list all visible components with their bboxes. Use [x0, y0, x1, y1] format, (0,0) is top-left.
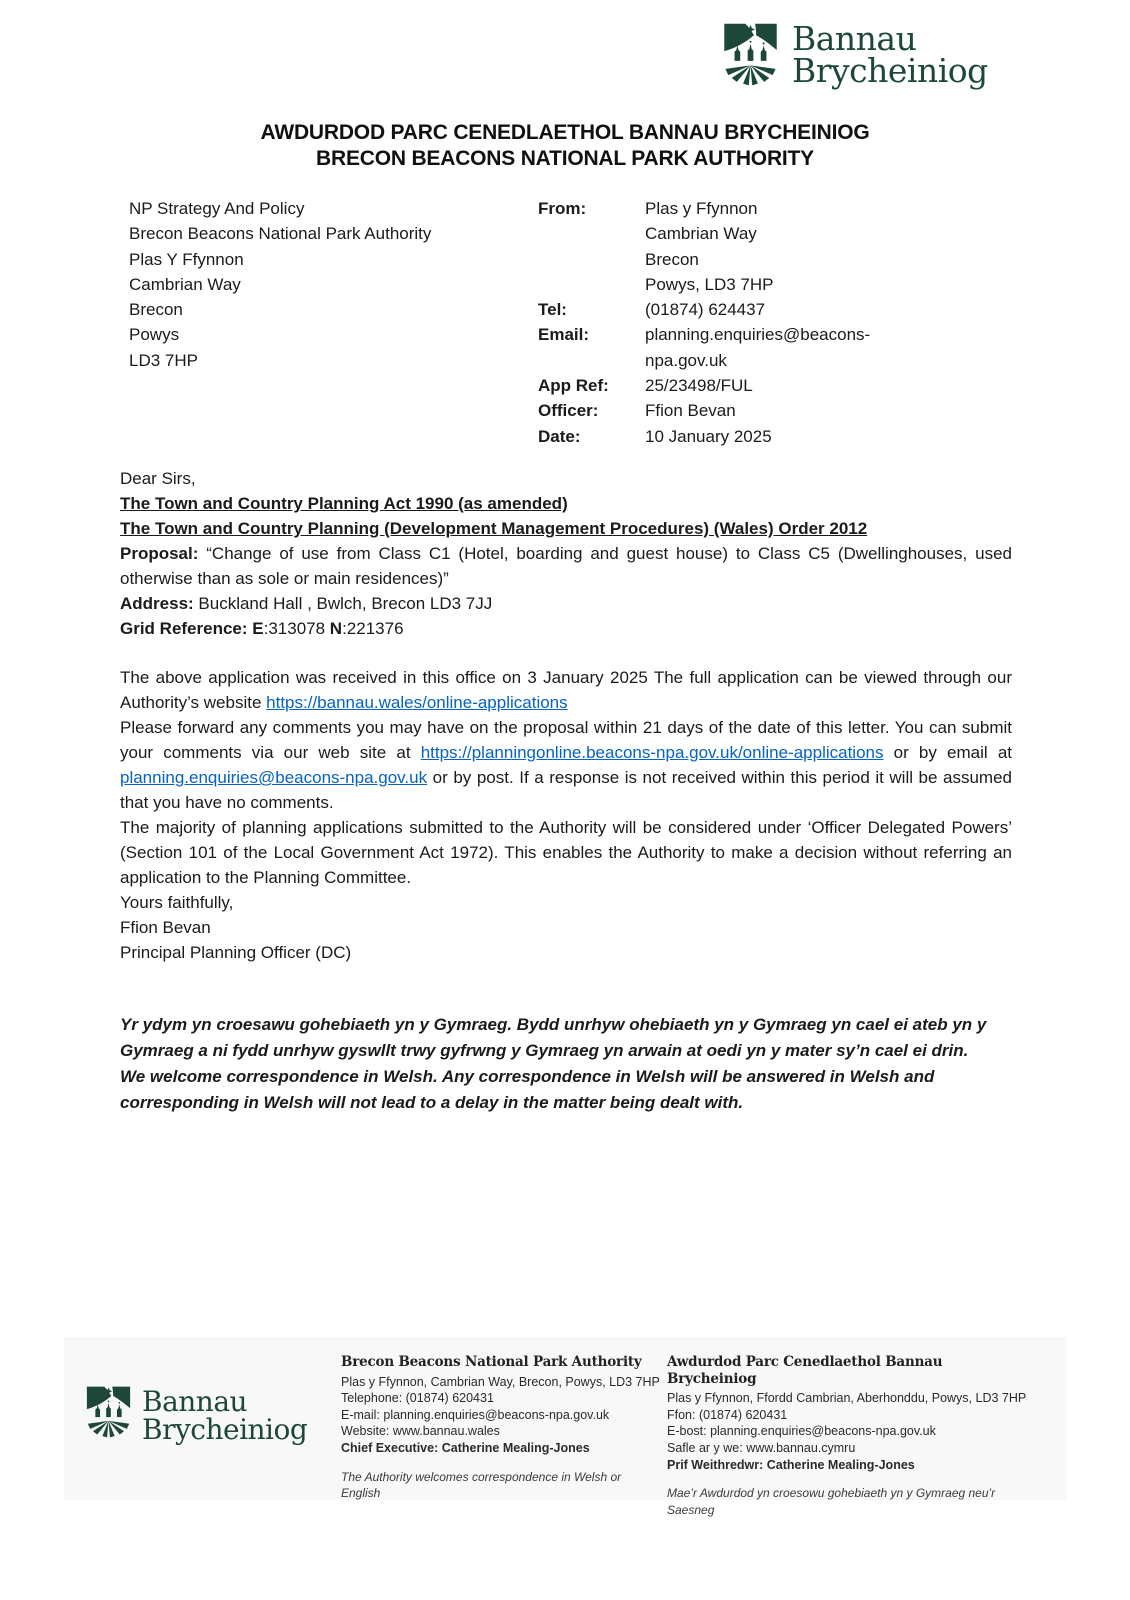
footer-logo-wordmark-line2: Brycheiniog [142, 1413, 308, 1446]
meta-label: From: [538, 199, 587, 218]
recipient-line: Powys [129, 325, 180, 345]
footer-logo-wordmark [142, 1385, 308, 1446]
meta-value: 25/23498/FUL [645, 376, 753, 396]
planning-online-link[interactable]: https://planningonline.beacons-npa.gov.uk/online-applications [420, 743, 884, 762]
logo-wordmark-line1: Bannau [792, 19, 917, 58]
bannau-brycheiniog-logo-icon [722, 22, 779, 86]
footer-welsh-email: E-bost: planning.enquiries@beacons-npa.gov.uk [667, 1424, 936, 1439]
footer-logo [85, 1385, 307, 1444]
signature-block [120, 915, 1012, 965]
online-applications-link[interactable]: https://bannau.wales/online-applications [266, 693, 568, 712]
paragraph-text: Please forward any comments you may have on the proposal within 21 days of the date of this letter. You can submit your comments via our web site at [120, 718, 1012, 762]
footer-welsh-chief-executive: Prif Weithredwr: Catherine Mealing-Jones [667, 1457, 915, 1472]
grid-northing-label: N [329, 619, 343, 638]
address-label: Address: [120, 594, 194, 613]
footer-welsh-website: Safle ar y we: www.bannau.cymru [667, 1440, 856, 1455]
grid-reference-label: Grid Reference: [120, 619, 253, 638]
letterhead-title-english: BRECON BEACONS NATIONAL PARK AUTHORITY [316, 147, 814, 170]
meta-value: Plas y Ffynnon [645, 199, 758, 218]
closing: Yours faithfully, [120, 893, 234, 912]
meta-value: Cambrian Way [645, 224, 757, 244]
footer-english-address: Plas y Ffynnon, Cambrian Way, Brecon, Powys, LD3 7HP [341, 1374, 660, 1389]
footer-english-title: Brecon Beacons National Park Authority [341, 1354, 642, 1370]
paragraph-text: The above application was received in this office on 3 January 2025 The full application can be viewed through our Authority’s website [120, 668, 1012, 712]
grid-reference-line [120, 616, 1012, 641]
language-notice [120, 1012, 1012, 1116]
proposal-text: “Change of use from Class C1 (Hotel, boarding and guest house) to Class C5 (Dwellinghouses, used otherwise than as sole or main residences)” [120, 544, 1012, 588]
recipient-line: NP Strategy And Policy [129, 199, 305, 218]
english-notice: We welcome correspondence in Welsh. Any correspondence in Welsh will be answered in Welsh and corresponding in Welsh will not lead to a delay in the matter being dealt with. [120, 1067, 935, 1112]
subject-block [120, 491, 1012, 641]
address-text: Buckland Hall , Bwlch, Brecon LD3 7JJ [193, 594, 493, 613]
footer-english-website: Website: www.bannau.wales [341, 1424, 500, 1439]
meta-label: Officer: [538, 401, 599, 421]
subject-line-2: The Town and Country Planning (Development Management Procedures) (Wales) Order 2012 [120, 519, 868, 538]
signature-title: Principal Planning Officer (DC) [120, 943, 352, 962]
paragraph-delegated-powers: The majority of planning applications submitted to the Authority will be considered under ‘Officer Delegated Powers’ (Section 101 of the Local Government Act 1972). This enables the Authority to make a decision without referring an application to the Planning Committee. [120, 818, 1012, 887]
recipient-line: Cambrian Way [129, 274, 241, 294]
meta-value: Brecon [645, 249, 699, 269]
recipient-line: Brecon [129, 300, 183, 320]
meta-label: App Ref: [538, 376, 609, 396]
recipient-line: LD3 7HP [129, 350, 198, 370]
letterhead-title-welsh: AWDURDOD PARC CENEDLAETHOL BANNAU BRYCHEINIOG [260, 121, 870, 144]
proposal-label: Proposal: [120, 544, 199, 563]
footer-welsh-note: Mae’r Awdurdod yn croesowu gohebiaeth yn y Gymraeg neu’r Saesneg [667, 1486, 996, 1517]
paragraph-text: or by email at [883, 743, 1012, 762]
footer-english-email: E-mail: planning.enquiries@beacons-npa.gov.uk [341, 1407, 610, 1422]
logo-wordmark [792, 19, 988, 90]
logo-wordmark-line2: Brycheiniog [792, 51, 988, 90]
paragraph-comments [120, 715, 1012, 815]
planning-email-link[interactable]: planning.enquiries@beacons-npa.gov.uk [120, 768, 428, 787]
recipient-line: Plas Y Ffynnon [129, 249, 244, 269]
meta-label: Date: [538, 426, 581, 446]
salutation: Dear Sirs, [120, 469, 196, 488]
paragraph-text: or by post. If a response is not received within this period it will be assumed that you have no comments. [120, 768, 1012, 812]
footer-english-chief-executive: Chief Executive: Catherine Mealing-Jones [341, 1440, 590, 1455]
proposal-line [120, 541, 1012, 591]
letter-meta [538, 196, 913, 449]
meta-value: Powys, LD3 7HP [645, 274, 774, 294]
grid-easting-label: E [252, 619, 264, 638]
bannau-brycheiniog-logo [722, 19, 988, 90]
address-zone [129, 196, 1014, 449]
footer-english-note: The Authority welcomes correspondence in Welsh or English [341, 1469, 622, 1501]
footer-column-welsh [667, 1354, 1027, 1518]
subject-line-1: The Town and Country Planning Act 1990 (as amended) [120, 494, 568, 513]
footer-welsh-phone: Ffon: (01874) 620431 [667, 1407, 788, 1422]
meta-value: Ffion Bevan [645, 401, 736, 421]
meta-value: planning.enquiries@beacons-npa.gov.uk [645, 325, 871, 370]
signature-name: Ffion Bevan [120, 918, 211, 937]
footer-welsh-address: Plas y Ffynnon, Ffordd Cambrian, Aberhonddu, Powys, LD3 7HP [667, 1391, 1027, 1406]
letterhead-title [0, 120, 1130, 172]
welsh-notice: Yr ydym yn croesawu gohebiaeth yn y Gymraeg. Bydd unrhyw ohebiaeth yn y Gymraeg yn cael ei ateb yn y Gymraeg a ni fydd unrhyw gyswllt trwy gyfrwng y Gymraeg yn arwain at oedi yn y mater sy’n cael ei drin. [120, 1015, 987, 1060]
grid-easting-value: :313078 [263, 619, 330, 638]
meta-label: Email: [538, 325, 590, 345]
footer-column-english [341, 1354, 663, 1502]
letter-body [120, 466, 1012, 1116]
footer-logo-wordmark-line1: Bannau [142, 1385, 248, 1418]
bannau-brycheiniog-logo-icon [85, 1385, 132, 1438]
paragraph-application-received [120, 665, 1012, 715]
recipient-line: Brecon Beacons National Park Authority [129, 224, 432, 244]
footer [64, 1337, 1066, 1517]
grid-northing-value: :221376 [342, 619, 404, 638]
recipient-address [129, 196, 538, 449]
meta-value: 10 January 2025 [645, 426, 772, 446]
meta-label: Tel: [538, 300, 567, 320]
meta-value: (01874) 624437 [645, 300, 766, 320]
footer-english-phone: Telephone: (01874) 620431 [341, 1391, 494, 1406]
footer-welsh-title: Awdurdod Parc Cenedlaethol Bannau Brycheiniog [667, 1354, 943, 1387]
address-line [120, 591, 1012, 616]
